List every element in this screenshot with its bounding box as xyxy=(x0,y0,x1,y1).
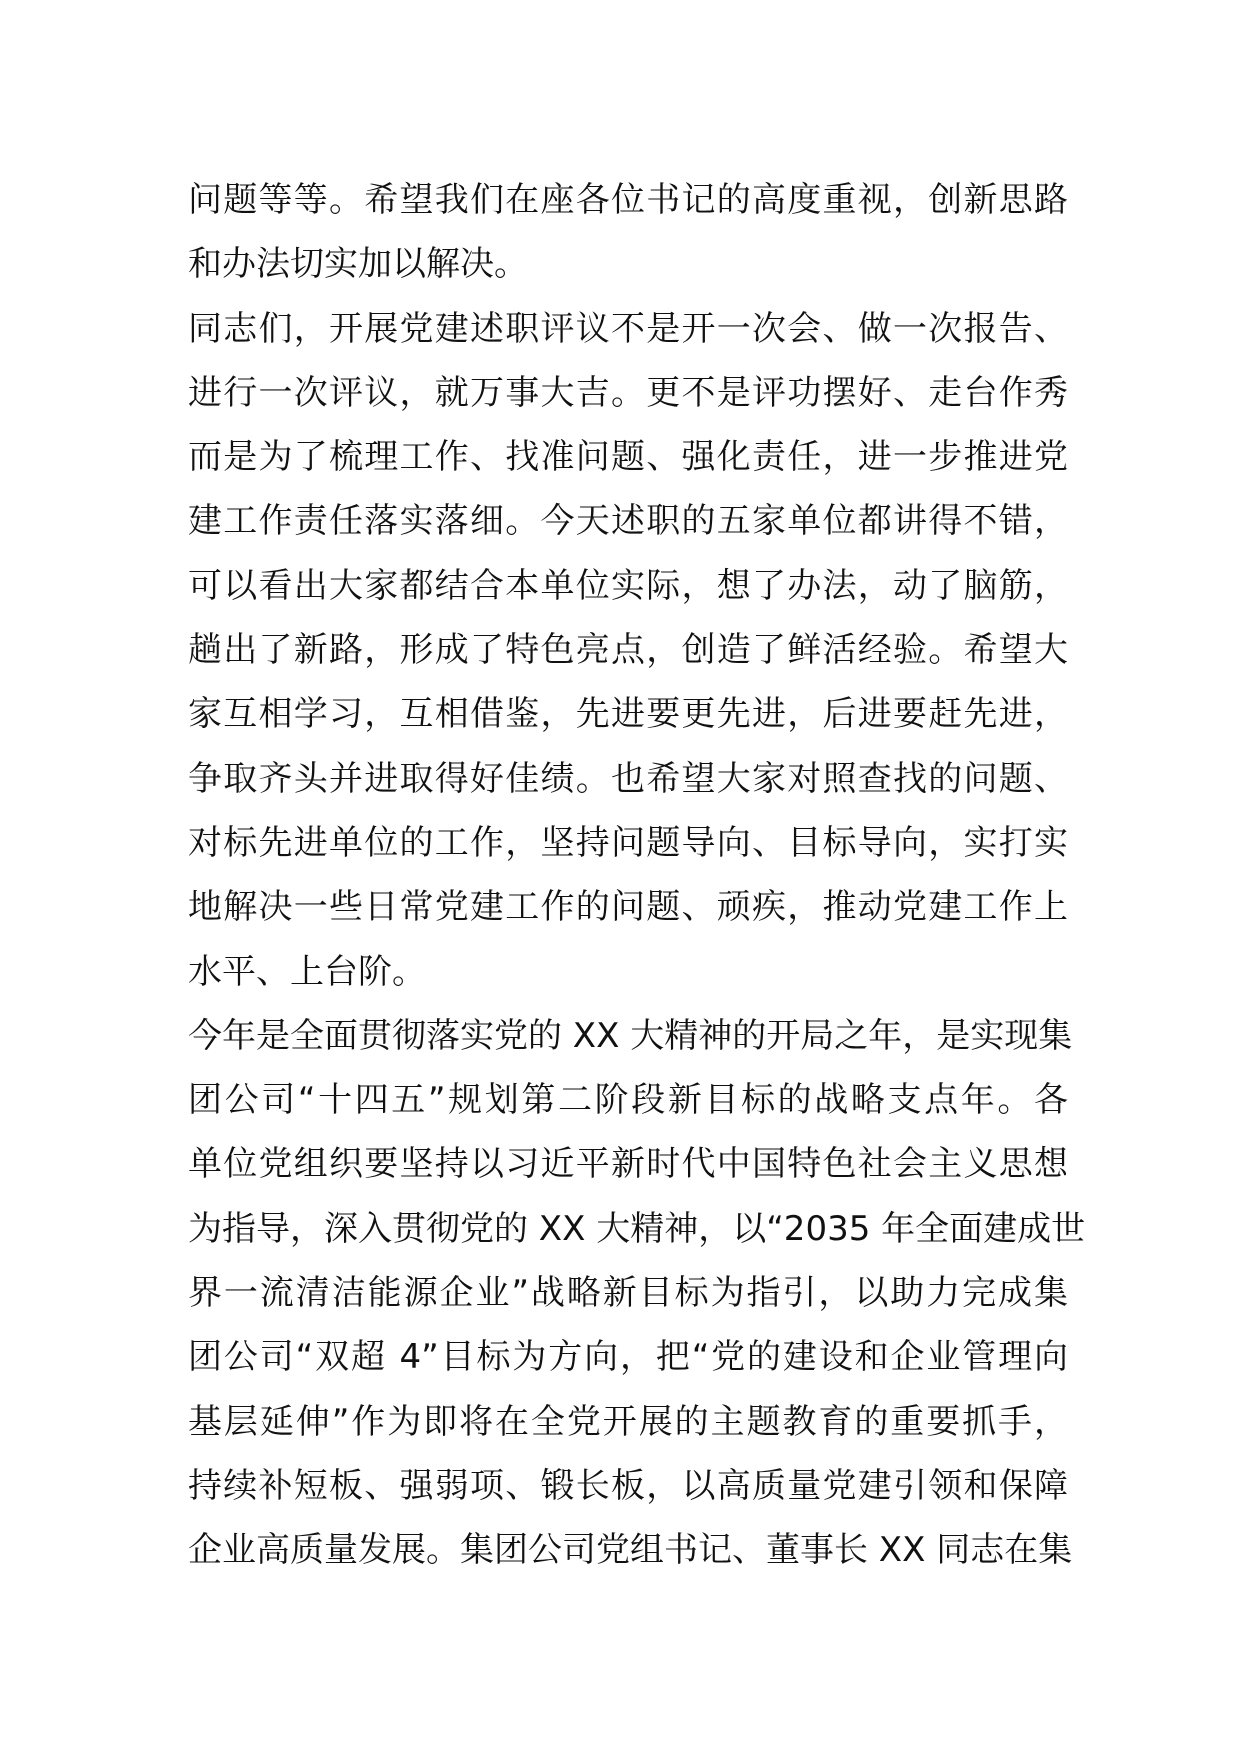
text-line: 企业高质量发展。集团公司党组书记、董事长 XX 同志在集 xyxy=(188,1530,1073,1571)
text-line: 而是为了梳理工作、找准问题、强化责任，进一步推进党 xyxy=(188,437,1068,478)
text-line: 问题等等。希望我们在座各位书记的高度重视，创新思路 xyxy=(188,180,1068,220)
text-line: 和办法切实加以解决。 xyxy=(188,244,528,285)
text-line: 趟出了新路，形成了特色亮点，创造了鲜活经验。希望大 xyxy=(188,630,1068,671)
text-line: 今年是全面贯彻落实党的 XX 大精神的开局之年，是实现集 xyxy=(188,1015,1073,1056)
text-line: 建工作责任落实落细。今天述职的五家单位都讲得不错， xyxy=(188,501,1068,542)
text-line: 对标先进单位的工作，坚持问题导向、目标导向，实打实 xyxy=(188,822,1068,863)
text-line: 家互相学习，互相借鉴，先进要更先进，后进要赶先进， xyxy=(188,694,1068,735)
text-line: 可以看出大家都结合本单位实际，想了办法，动了脑筋， xyxy=(188,565,1068,606)
text-line: 团公司“十四五”规划第二阶段新目标的战略支点年。各 xyxy=(188,1080,1068,1121)
text-line: 为指导，深入贯彻党的 XX 大精神，以“2035 年全面建成世 xyxy=(188,1208,1086,1249)
text-line: 界一流清洁能源企业”战略新目标为指引，以助力完成集 xyxy=(188,1273,1068,1314)
text-line: 进行一次评议，就万事大吉。更不是评功摆好、走台作秀 xyxy=(188,372,1068,413)
text-line: 地解决一些日常党建工作的问题、顽疾，推动党建工作上 xyxy=(188,887,1068,928)
text-line: 争取齐头并进取得好佳绩。也希望大家对照查找的问题、 xyxy=(188,758,1068,799)
text-line: 同志们，开展党建述职评议不是开一次会、做一次报告、 xyxy=(188,308,1068,349)
text-line: 持续补短板、强弱项、锻长板，以高质量党建引领和保障 xyxy=(188,1465,1068,1506)
body-text xyxy=(188,168,1086,1583)
text-line: 水平、上台阶。 xyxy=(188,951,426,992)
text-line: 团公司“双超 4”目标为方向，把“党的建设和企业管理向 xyxy=(188,1337,1068,1378)
text-line: 单位党组织要坚持以习近平新时代中国特色社会主义思想 xyxy=(188,1144,1068,1185)
text-line: 基层延伸”作为即将在全党开展的主题教育的重要抓手， xyxy=(188,1401,1068,1442)
